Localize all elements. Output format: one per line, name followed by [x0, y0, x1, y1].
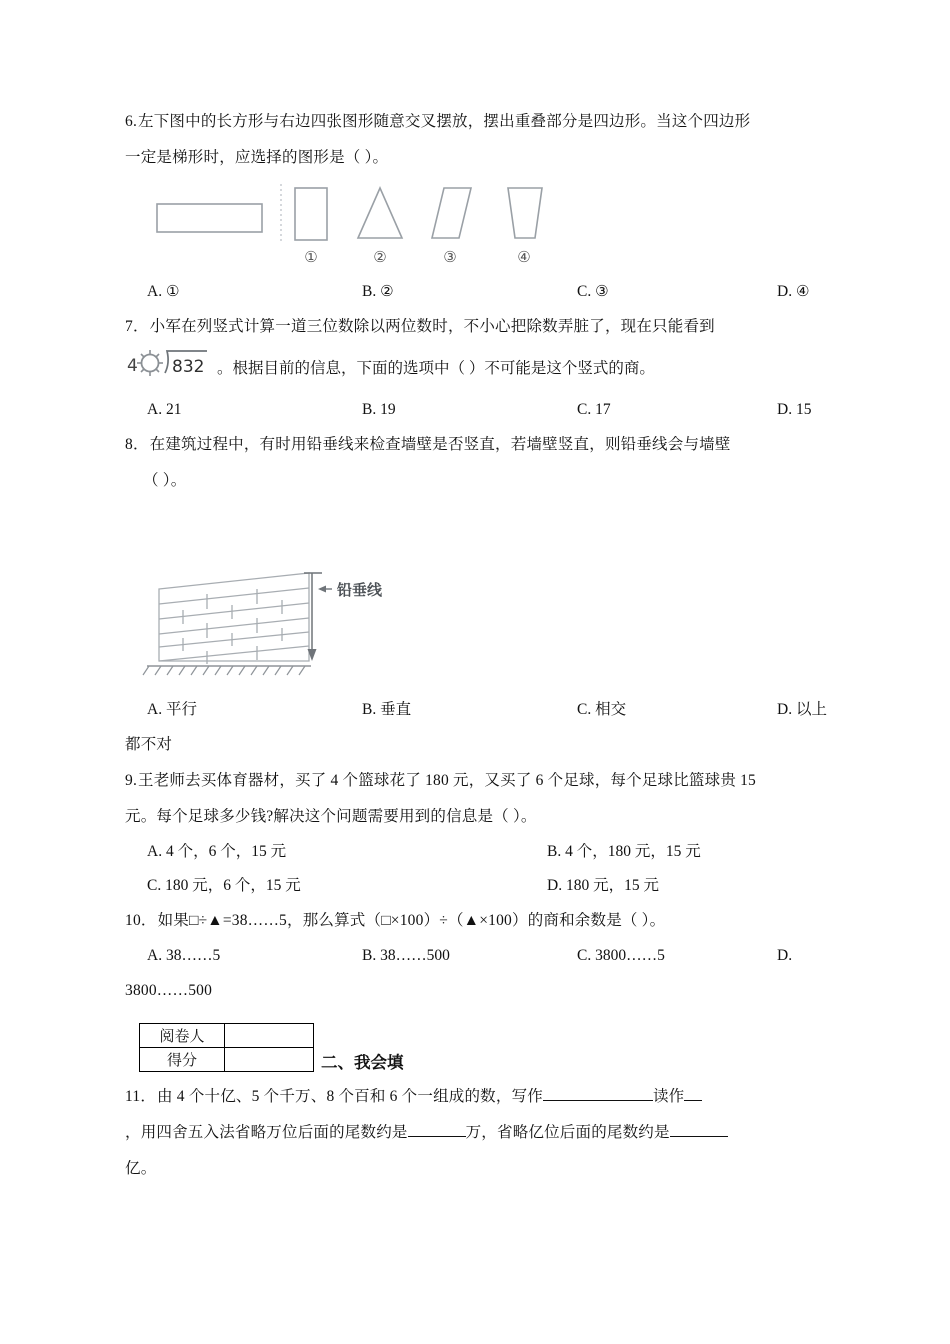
question-7-options — [125, 393, 825, 427]
option-9-D-key: D. — [547, 877, 563, 894]
question-9 — [125, 763, 825, 903]
option-10-A[interactable] — [147, 939, 362, 973]
question-7-number: 7． — [125, 318, 149, 335]
option-9-C[interactable] — [147, 869, 547, 903]
option-6-B-value: ② — [380, 282, 394, 300]
question-11-blank-4[interactable] — [670, 1136, 728, 1137]
option-7-B[interactable] — [362, 393, 577, 427]
question-6-line-1 — [125, 104, 825, 140]
option-6-C-value: ③ — [595, 282, 609, 300]
option-10-C[interactable] — [577, 939, 777, 973]
option-8-A-key: A. — [147, 701, 163, 718]
option-6-A-key: A. — [147, 283, 163, 300]
option-7-A[interactable] — [147, 393, 362, 427]
question-11-text-1a: 由 4 个十亿、5 个千万、8 个百和 6 个一组成的数，写作 — [157, 1088, 543, 1105]
question-8-text-1: 在建筑过程中，有时用铅垂线来检查墙壁是否竖直，若墙壁竖直，则铅垂线会与墙壁 — [149, 436, 731, 453]
option-7-C-value: 17 — [595, 401, 611, 418]
long-division-figure — [125, 345, 213, 393]
grading-table-value-score[interactable] — [225, 1048, 314, 1072]
question-7-line-1 — [125, 309, 825, 345]
option-6-D-value: ④ — [795, 282, 810, 300]
option-10-B-key: B. — [362, 947, 377, 964]
shape-1-rectangle — [295, 188, 327, 240]
shape-1-label: ① — [304, 248, 318, 266]
option-6-C[interactable] — [577, 274, 777, 309]
question-9-line-2: 元。每个足球多少钱?解决这个问题需要用到的信息是（ ）。 — [125, 808, 537, 825]
shapes-figure — [125, 180, 825, 272]
option-7-D-key: D. — [777, 401, 793, 418]
grading-table — [139, 1023, 314, 1072]
option-6-A-value: ① — [165, 282, 180, 300]
question-11-number: 11． — [125, 1088, 157, 1105]
section-header-title: 二、我会填 — [321, 1053, 404, 1072]
question-11-text-2b: 万，省略亿位后面的尾数约是 — [465, 1124, 670, 1141]
option-7-C-key: C. — [577, 401, 592, 418]
ground-hatching — [143, 666, 305, 675]
long-division-svg — [125, 345, 213, 379]
option-8-A-value: 平行 — [165, 701, 197, 718]
shapes-figure-svg — [153, 180, 573, 272]
question-10-line-1 — [125, 903, 825, 939]
question-8-line-1 — [125, 427, 825, 463]
option-8-B-value: 垂直 — [380, 701, 412, 718]
question-6-text-1: 左下图中的长方形与右边四张图形随意交叉摆放，摆出重叠部分是四边形。当这个四边形 — [138, 113, 751, 130]
option-10-C-value: 3800……5 — [595, 947, 665, 964]
option-10-A-value: 38……5 — [165, 947, 221, 964]
option-8-D-value: 以上 — [795, 701, 827, 718]
question-11-text-1b: 读作 — [652, 1088, 685, 1105]
plumb-line-arrow-icon — [304, 573, 322, 661]
option-10-C-key: C. — [577, 947, 592, 964]
option-9-B[interactable] — [547, 835, 701, 869]
option-9-D-value: 180 元，15 元 — [565, 877, 659, 894]
shape-3-parallelogram — [432, 188, 471, 238]
divisor-digit: 4 — [127, 356, 138, 376]
question-7-text-1: 小军在列竖式计算一道三位数除以两位数时，不小心把除数弄脏了，现在只能看到 — [149, 318, 715, 335]
option-8-D[interactable] — [777, 693, 827, 727]
option-9-B-value: 4 个，180 元，15 元 — [565, 843, 701, 860]
question-7-line-2 — [125, 345, 825, 393]
option-8-C-value: 相交 — [595, 701, 627, 718]
grading-table-row-reviewer — [140, 1024, 314, 1048]
question-6-number: 6. — [125, 113, 138, 130]
option-8-A[interactable] — [147, 693, 362, 727]
shape-4-trapezoid — [508, 188, 542, 238]
question-6-line-2: 一定是梯形时，应选择的图形是（ ）。 — [125, 149, 389, 166]
question-8-options — [125, 693, 825, 727]
shape-3-label: ③ — [443, 248, 457, 266]
question-11-line-1 — [125, 1079, 825, 1115]
option-9-B-key: B. — [547, 843, 562, 860]
question-11-blank-2[interactable] — [684, 1100, 702, 1101]
dividend-value: 832 — [172, 357, 205, 377]
option-6-C-key: C. — [577, 283, 592, 300]
option-7-D-value: 15 — [795, 401, 812, 418]
label-leader-arrow — [318, 586, 326, 593]
wide-rectangle-shape — [157, 204, 262, 232]
question-9-line-1 — [125, 763, 825, 799]
option-7-D[interactable] — [777, 393, 811, 427]
shape-2-label: ② — [373, 248, 387, 266]
option-6-B-key: B. — [362, 283, 377, 300]
option-8-B[interactable] — [362, 693, 577, 727]
grading-table-label-reviewer: 阅卷人 — [140, 1024, 225, 1048]
section-header-row — [125, 1023, 825, 1079]
question-10-options-overflow: 3800……500 — [125, 982, 213, 999]
option-8-D-key: D. — [777, 701, 793, 718]
grading-table-value-reviewer[interactable] — [225, 1024, 314, 1048]
question-8-number: 8． — [125, 436, 149, 453]
option-8-C[interactable] — [577, 693, 777, 727]
question-11-text-2a: ，用四舍五入法省略万位后面的尾数约是 — [125, 1124, 408, 1141]
question-6-options — [125, 274, 825, 309]
option-9-A[interactable] — [147, 835, 547, 869]
option-9-C-key: C. — [147, 877, 162, 894]
question-9-number: 9. — [125, 772, 138, 789]
option-8-B-key: B. — [362, 701, 377, 718]
option-6-D-key: D. — [777, 283, 793, 300]
grading-table-label-score: 得分 — [140, 1048, 225, 1072]
shape-4-label: ④ — [517, 248, 531, 266]
option-7-B-value: 19 — [380, 401, 396, 418]
question-11-blank-3[interactable] — [408, 1136, 466, 1137]
brick-wall-body — [159, 573, 309, 664]
question-10-number: 10． — [125, 912, 157, 929]
option-7-B-key: B. — [362, 401, 377, 418]
option-7-A-value: 21 — [165, 401, 182, 418]
question-8-line-2: （ ）。 — [143, 472, 187, 489]
option-6-D[interactable] — [777, 274, 809, 309]
question-11-blank-1[interactable] — [543, 1100, 653, 1101]
question-7-text-2: 。根据目前的信息，下面的选项中（ ）不可能是这个竖式的商。 — [217, 360, 655, 377]
shape-2-triangle — [358, 188, 402, 238]
option-9-A-key: A. — [147, 843, 163, 860]
option-10-D-key: D. — [777, 947, 793, 964]
question-6 — [125, 104, 825, 309]
option-10-A-key: A. — [147, 947, 163, 964]
option-6-A[interactable] — [147, 274, 362, 309]
question-11-line-2 — [125, 1115, 825, 1151]
option-10-B-value: 38……500 — [380, 947, 450, 964]
question-10-text-1: 如果□÷▲=38……5，那么算式（□×100）÷（▲×100）的商和余数是（ ）。 — [157, 912, 666, 929]
grading-table-row-score — [140, 1048, 314, 1072]
ink-blot-icon — [137, 350, 163, 376]
question-9-options-row-1 — [125, 835, 825, 869]
page-content — [125, 104, 825, 1187]
question-9-text-1: 王老师去买体育器材，买了 4 个篮球花了 180 元，又买了 6 个足球，每个足球比篮球贵 15 — [138, 772, 757, 789]
option-9-D[interactable] — [547, 869, 659, 903]
question-8-options-overflow: 都不对 — [125, 736, 173, 753]
question-7 — [125, 309, 825, 427]
option-10-B[interactable] — [362, 939, 577, 973]
option-6-B[interactable] — [362, 274, 577, 309]
brick-wall-figure — [125, 561, 825, 693]
option-10-D[interactable] — [777, 939, 792, 973]
question-11-line-3: 亿。 — [125, 1160, 157, 1177]
option-7-C[interactable] — [577, 393, 777, 427]
option-9-A-value: 4 个，6 个，15 元 — [165, 843, 287, 860]
option-9-C-value: 180 元，6 个，15 元 — [165, 877, 301, 894]
option-7-A-key: A. — [147, 401, 163, 418]
question-8 — [125, 427, 825, 763]
question-10 — [125, 903, 825, 1009]
brick-wall-svg — [139, 561, 499, 693]
question-9-options-row-2 — [125, 869, 825, 903]
plumb-line-label: 铅垂线 — [337, 581, 383, 599]
question-10-options — [125, 939, 825, 973]
option-8-C-key: C. — [577, 701, 592, 718]
question-11 — [125, 1079, 825, 1187]
